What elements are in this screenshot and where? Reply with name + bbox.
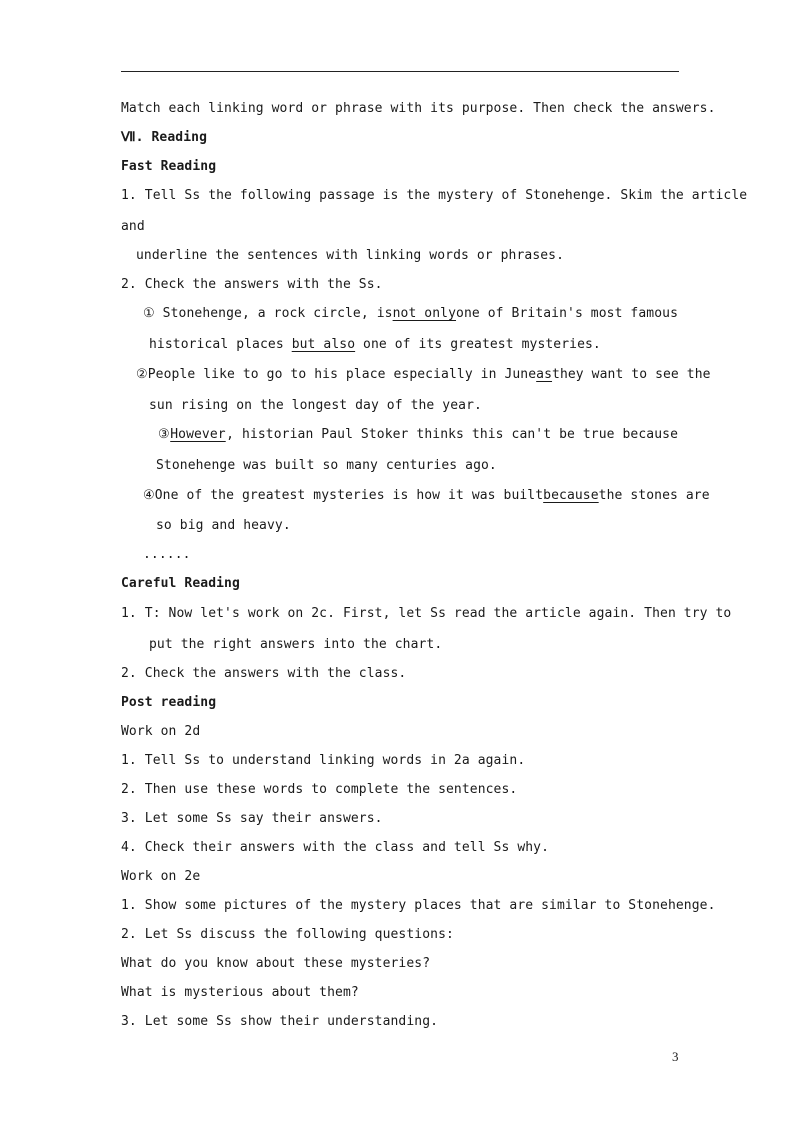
sentence-2-text-a: ②People like to go to his place especially in June [136,367,537,382]
heading-fast-reading: Fast Reading [121,159,217,174]
work-2e-step-1: 1. Show some pictures of the mystery places that are similar to Stonehenge. [121,898,716,913]
page-number: 3 [672,1049,679,1064]
sentence-1-text-b: one of Britain's most famous [456,306,678,321]
fast-reading-step-1: 1. Tell Ss the following passage is the mystery of Stonehenge. Skim the article [121,188,748,203]
sentence-2-linking-as: as [536,367,553,382]
post-reading-step-2: 2. Then use these words to complete the sentences. [121,782,518,797]
careful-reading-step-1: 1. T: Now let's work on 2c. First, let Ss read the article again. Then try to [121,606,732,621]
careful-reading-step-1-cont: put the right answers into the chart. [149,637,443,652]
sentence-4-line-1 [143,488,710,504]
work-2e-step-2: 2. Let Ss discuss the following questions: [121,927,454,942]
header-rule [121,71,679,72]
post-reading-step-3: 3. Let some Ss say their answers. [121,811,383,826]
subheading-work-2e: Work on 2e [121,869,201,884]
fast-reading-step-1-cont: and [121,219,145,234]
sentence-4-linking-because: because [543,488,599,503]
sentence-3-text-a: , historian Paul Stoker thinks this can't be true because [226,427,678,442]
sentence-1-line-2 [149,337,601,353]
intro-line: Match each linking word or phrase with its purpose. Then check the answers. [121,101,716,116]
sentence-3-linking-however: However [170,427,226,442]
sentence-1-text-d: one of its greatest mysteries. [355,337,601,352]
sentence-3-line-1 [158,427,678,443]
sentence-1-linking-not-only: not only [392,306,457,321]
heading-post-reading: Post reading [121,695,217,710]
fast-reading-step-1-cont-2: underline the sentences with linking words or phrases. [136,248,565,263]
sentence-2-line-1 [136,367,711,383]
sentence-1-line-1 [143,306,678,322]
work-2e-step-3: 3. Let some Ss show their understanding. [121,1014,439,1029]
subheading-work-2d: Work on 2d [121,724,201,739]
post-reading-step-1: 1. Tell Ss to understand linking words in 2a again. [121,753,526,768]
sentence-3-marker: ③ [158,427,170,442]
question-1: What do you know about these mysteries? [121,956,431,971]
careful-reading-step-2: 2. Check the answers with the class. [121,666,407,681]
ellipsis: ...... [143,547,191,562]
sentence-1-linking-but-also: but also [291,337,356,352]
post-reading-step-4: 4. Check their answers with the class and tell Ss why. [121,840,550,855]
sentence-1-text-a: ① Stonehenge, a rock circle, is [143,306,393,321]
sentence-1-text-c: historical places [149,337,284,352]
sentence-4-text-b: the stones are [598,488,710,503]
sentence-4-line-2: so big and heavy. [156,518,291,533]
sentence-2-text-b: they want to see the [552,367,711,382]
heading-careful-reading: Careful Reading [121,576,240,591]
section-heading-reading: Ⅶ. Reading [121,130,207,145]
sentence-3-line-2: Stonehenge was built so many centuries ago. [156,458,497,473]
fast-reading-step-2: 2. Check the answers with the Ss. [121,277,383,292]
sentence-2-line-2: sun rising on the longest day of the year. [149,398,482,413]
sentence-4-text-a: ④One of the greatest mysteries is how it was built [143,488,544,503]
question-2: What is mysterious about them? [121,985,359,1000]
